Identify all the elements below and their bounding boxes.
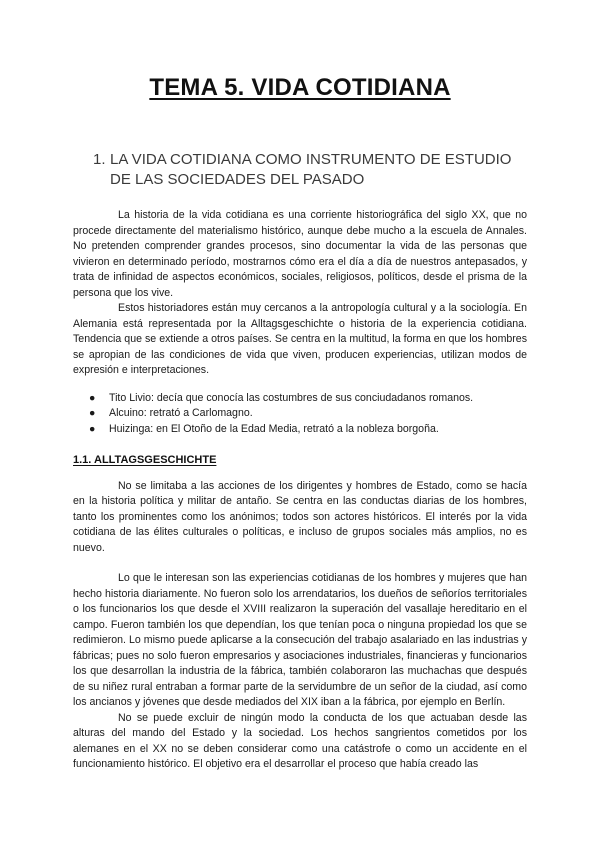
bullet-list [73, 391, 527, 438]
paragraph: Estos historiadores están muy cercanos a la antropología cultural y a la sociología. En Alemania está representada por la Alltagsgeschichte o historia de la experiencia cotidiana. Tendencia que se extiende a otros países. Se centra en la multitud, la forma en que los hombres se apropian de las condiciones de vida que viven, producen experiencias, utilizan modos de expresión e interpretaciones. [73, 302, 527, 376]
section-heading-text: LA VIDA COTIDIANA COMO INSTRUMENTO DE ESTUDIO DE LAS SOCIEDADES DEL PASADO [110, 151, 512, 188]
list-item-text: Tito Livio: decía que conocía las costumbres de sus conciudadanos romanos. [109, 391, 474, 404]
bullet-icon: ● [89, 407, 96, 419]
section-number: 1. [93, 151, 106, 168]
paragraph: No se puede excluir de ningún modo la conducta de los que actuaban desde las alturas del mando del Estado y la sociedad. Los hechos sangrientos cometidos por los alemanes en el XX no se deben considerar como una catástrofe o como un accidente en el funcionamiento histórico. El objetivo era el desarrollar el proceso que había creado las [73, 711, 527, 770]
page-title: TEMA 5. VIDA COTIDIANA [149, 74, 451, 101]
bullet-icon: ● [89, 391, 96, 404]
subsection-heading: 1.1. ALLTAGSGESCHICHTE [73, 454, 217, 466]
list-item [89, 391, 527, 407]
paragraph: Lo que le interesan son las experiencias cotidianas de los hombres y mujeres que han hecho historia diariamente. No fueron solo los arrendatarios, los dueños de señoríos territoriales o los funcionarios los que desde el XVIII realizaron la superación del vasallaje hereditario en el campo. Fueron también los que dependían, los que tenían poca o ninguna propiedad los que se redimieron. Lo mismo puede aplicarse a la consecución del trabajo asalariado en las industrias y fábricas; pues no solo fueron empresarios y asociaciones industriales, financieras y funcionarios los que desarrollan la industria de la fábrica, también colaboraron las muchachas que después de su niñez rural entraban a formar parte de la servidumbre de un señor de la ciudad, así como los ancianos y jóvenes que desde mediados del XIX iban a la fábrica, por ejemplo en Berlín. [73, 572, 527, 708]
list-item [89, 406, 527, 422]
section-heading [93, 150, 527, 190]
paragraph: No se limitaba a las acciones de los dirigentes y hombres de Estado, como se hacía en la historia política y militar de antaño. Se centra en las conductas diarias de los hombres, tanto los prominentes como los anónimos; todos son actores históricos. El interés por la vida cotidiana de las élites culturales o políticas, e incluso de grupos sociales más amplios, no es nuevo. [73, 479, 527, 554]
list-item-text: Alcuino: retrató a Carlomagno. [109, 407, 253, 419]
list-item-text: Huizinga: en El Otoño de la Edad Media, retrató a la nobleza borgoña. [109, 422, 439, 435]
list-item [89, 422, 527, 438]
paragraph: La historia de la vida cotidiana es una corriente historiográfica del siglo XX, que no procede directamente del materialismo histórico, aunque debe mucho a la escuela de Annales. No pretenden comprender grandes procesos, sino documentar la vida de las personas que vivieron en determinado período, mostrarnos cómo era el día a día de nuestros antepasados, y trata de infinidad de aspectos económicos, sociales, religiosos, políticos, desde el prisma de la persona que los vive. [73, 209, 527, 299]
bullet-icon: ● [89, 422, 96, 435]
document-body [73, 208, 527, 773]
